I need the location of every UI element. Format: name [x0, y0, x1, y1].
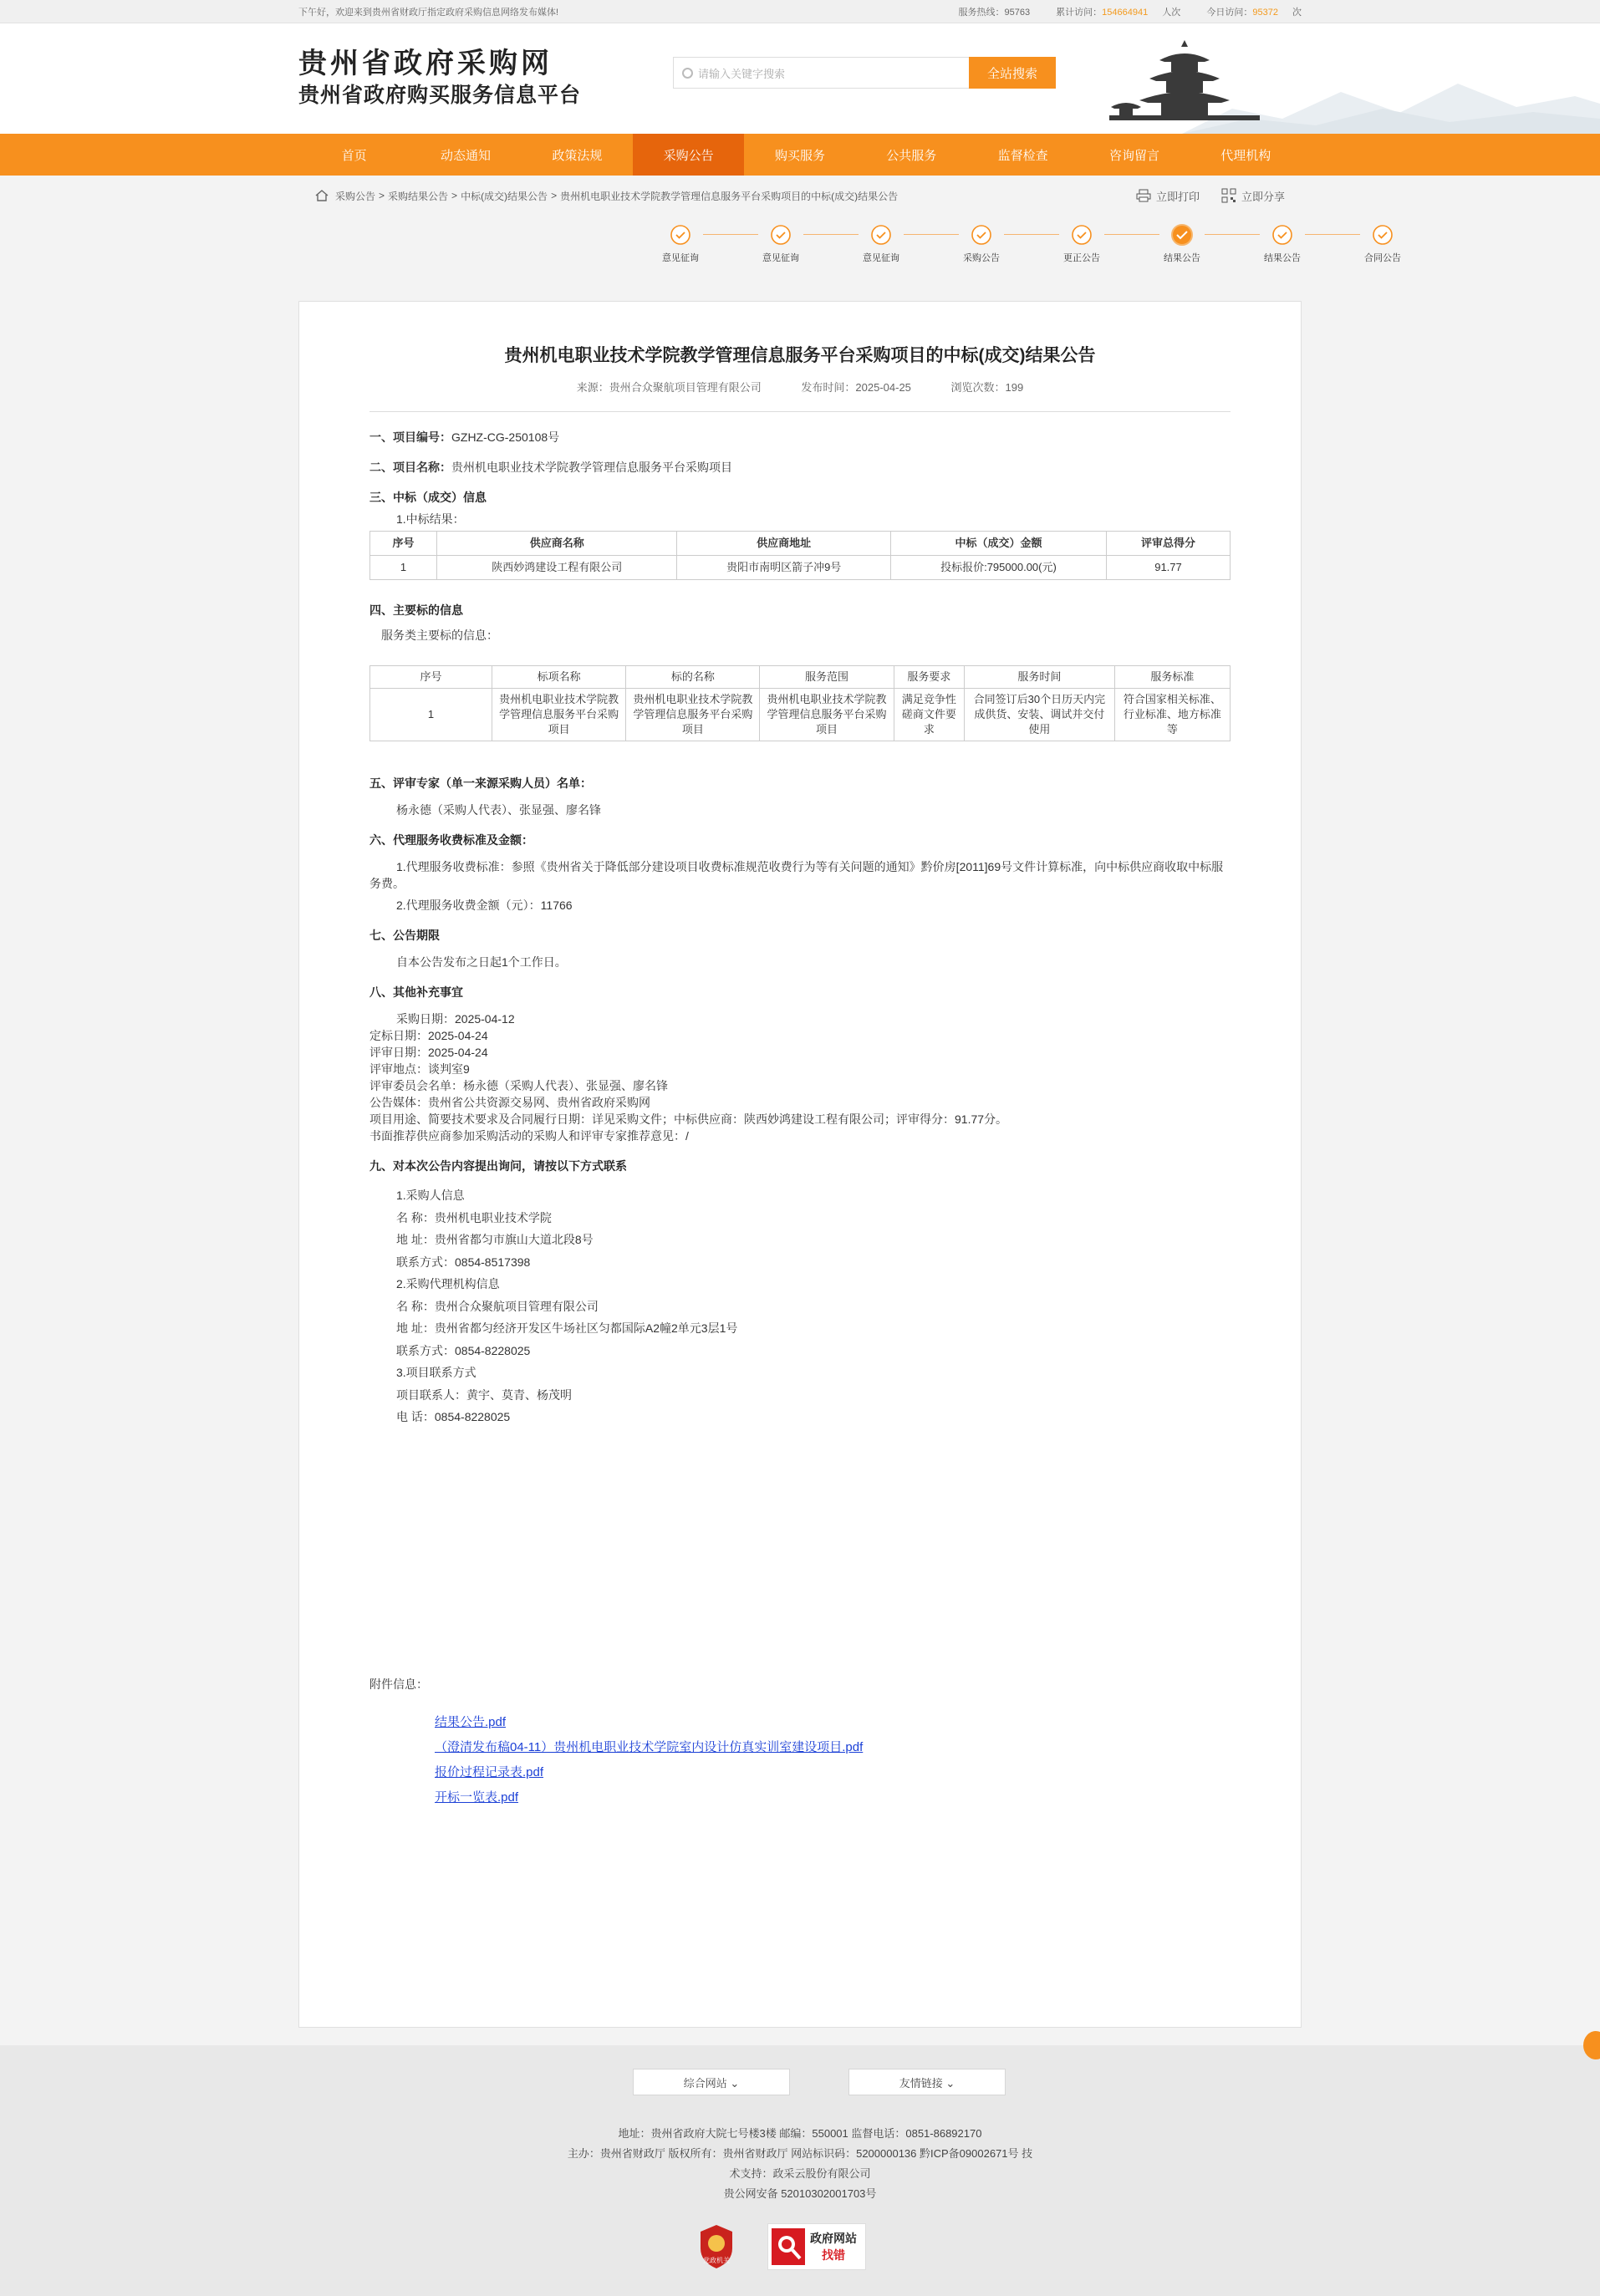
contact-line: 地 址：贵州省都匀市旗山大道北段8号	[396, 1233, 594, 1246]
article-meta	[299, 379, 1301, 395]
qr-code-icon	[1221, 188, 1236, 203]
footer-police-record: 贵公网安备 52010302001703号	[723, 2187, 877, 2200]
breadcrumb-item[interactable]: 采购结果公告	[388, 190, 449, 202]
divider	[369, 411, 1231, 412]
check-circle-icon	[1171, 224, 1193, 246]
table-header-row: 序号 标项名称 标的名称 服务范围 服务要求 服务时间 服务标准	[370, 666, 1231, 689]
items-table	[369, 665, 1231, 741]
experts-text: 杨永德（采购人代表）、张显强、廖名锋	[396, 803, 601, 817]
contact-line: 地 址：贵州省都匀经济开发区牛场社区匀都国际A2幢2单元3层1号	[396, 1321, 738, 1335]
process-step[interactable]	[731, 224, 831, 264]
attachments	[369, 1676, 1231, 1806]
contact-line: 联系方式：0854-8228025	[396, 1343, 531, 1357]
article-date: 发布时间：2025-04-25	[801, 381, 911, 394]
print-button[interactable]	[1136, 188, 1200, 204]
nav-consult[interactable]: 咨询留言	[1108, 148, 1159, 163]
attachment-link[interactable]: 报价过程记录表.pdf	[435, 1764, 544, 1779]
site-footer	[0, 2045, 1600, 2296]
contact-line: 名 称：贵州机电职业技术学院	[396, 1210, 552, 1224]
breadcrumb-item[interactable]: 采购公告	[335, 190, 376, 202]
page-tools	[1136, 188, 1285, 204]
table-header-row: 序号 供应商名称 供应商地址 中标（成交）金额 评审总得分	[370, 532, 1231, 556]
article-title: 贵州机电职业技术学院教学管理信息服务平台采购项目的中标(成交)结果公告	[504, 346, 1096, 365]
contact-line: 1.采购人信息	[396, 1189, 465, 1202]
search-input[interactable]	[673, 57, 969, 89]
step-label: 意见征询	[863, 253, 899, 263]
total-visits-unit: 人次	[1162, 8, 1181, 18]
process-step[interactable]	[630, 224, 731, 264]
step-label: 意见征询	[762, 253, 799, 263]
contact-line: 名 称：贵州合众聚航项目管理有限公司	[396, 1299, 599, 1313]
process-step[interactable]	[1332, 224, 1433, 264]
breadcrumb-bar	[298, 176, 1302, 216]
nav-procurement-notice[interactable]: 采购公告	[633, 134, 744, 176]
breadcrumb: 采购公告 > 采购结果公告 > 中标(成交)结果公告 > 贵州机电职业技术学院教学管理信息服务平台采购项目的中标(成交)结果公告	[298, 189, 898, 203]
step-label: 结果公告	[1264, 253, 1301, 263]
section-main-items: 四、主要标的信息	[369, 603, 463, 617]
section-supplement: 八、其他补充事宜	[369, 985, 463, 999]
hotline-text: 服务热线：95763	[958, 8, 1031, 18]
article-card	[298, 301, 1302, 2028]
fee-standard: 1.代理服务收费标准：参照《贵州省关于降低部分建设项目收费标准规范收费行为等有关问题的通知》黔价房[2011]69号文件计算标准，向中标供应商收取中标服务费。	[369, 860, 1224, 890]
supplement-line: 评审委员会名单：杨永德（采购人代表）、张显强、廖名锋	[369, 1079, 668, 1092]
site-logo[interactable]	[298, 46, 581, 109]
find-error-label: 找错	[822, 2248, 845, 2262]
supplement-lines	[369, 1011, 1231, 1144]
article-source: 来源：贵州合众聚航项目管理有限公司	[576, 381, 762, 394]
check-circle-icon	[971, 224, 992, 246]
footer-selects	[633, 2069, 1006, 2095]
attachment-link[interactable]: 结果公告.pdf	[435, 1714, 507, 1729]
step-label: 意见征询	[662, 253, 699, 263]
printer-icon	[1136, 189, 1151, 202]
contact-line: 项目联系人：黄宇、莫青、杨茂明	[396, 1387, 572, 1402]
project-name: 二、项目名称：贵州机电职业技术学院教学管理信息服务平台采购项目	[369, 461, 732, 474]
step-label: 更正公告	[1063, 253, 1100, 263]
section-award-info: 三、中标（成交）信息	[369, 491, 487, 504]
print-label: 立即打印	[1155, 190, 1200, 203]
check-circle-icon	[1271, 224, 1293, 246]
section-experts: 五、评审专家（单一来源采购人员）名单：	[369, 776, 592, 790]
breadcrumb-item[interactable]: 中标(成交)结果公告	[461, 190, 548, 202]
gov-site-error-badge[interactable]	[767, 2223, 866, 2270]
process-step[interactable]	[1132, 224, 1232, 264]
step-label: 结果公告	[1164, 253, 1200, 263]
supplement-line: 采购日期：2025-04-12	[396, 1012, 515, 1026]
supplement-line: 评审日期：2025-04-24	[369, 1046, 488, 1059]
share-button[interactable]	[1221, 188, 1285, 204]
contact-line: 2.采购代理机构信息	[396, 1277, 500, 1291]
article-views: 浏览次数：199	[950, 381, 1024, 394]
contact-line: 联系方式：0854-8517398	[396, 1255, 531, 1269]
supplement-line: 项目用途、简要技术要求及合同履行日期：详见采购文件；中标供应商：陕西妙鸿建设工程有限公司；评审得分：91.77分。	[369, 1112, 1008, 1126]
site-search	[673, 57, 1056, 89]
process-step[interactable]	[1232, 224, 1332, 264]
today-visits-label: 今日访问：	[1206, 8, 1253, 18]
main-items-label: 服务类主要标的信息：	[381, 629, 498, 642]
nav-home[interactable]: 首页	[341, 148, 367, 163]
gov-site-label: 政府网站	[810, 2232, 857, 2245]
home-icon[interactable]	[315, 190, 329, 201]
footer-badges	[697, 2223, 866, 2270]
top-bar	[0, 0, 1600, 23]
section-contact: 九、对本次公告内容提出询问，请按以下方式联系	[369, 1159, 627, 1173]
today-visits-unit: 次	[1292, 8, 1302, 18]
nav-policy[interactable]: 政策法规	[552, 148, 603, 163]
article-body	[369, 429, 1231, 1806]
contact-line: 3.项目联系方式	[396, 1366, 476, 1379]
supplement-line: 书面推荐供应商参加采购活动的采购人和评审专家推荐意见：/	[369, 1129, 689, 1143]
search-placeholder: 请输入关键字搜索	[698, 67, 786, 80]
award-table	[369, 531, 1231, 580]
search-button[interactable]: 全站搜索	[969, 57, 1056, 89]
contact-line: 电 话：0854-8228025	[396, 1410, 511, 1423]
total-visits-count: 154664941	[1102, 8, 1149, 18]
comprehensive-sites-select[interactable]: 综合网站 ⌄	[633, 2069, 790, 2095]
pagoda-illustration	[1101, 35, 1268, 129]
attachment-link[interactable]: （澄清发布稿04-11）贵州机电职业技术学院室内设计仿真实训室建设项目.pdf	[435, 1739, 864, 1754]
award-result-label: 1.中标结果：	[396, 512, 465, 526]
nav-supervision[interactable]: 监督检查	[997, 148, 1048, 163]
supplement-line: 定标日期：2025-04-24	[369, 1029, 488, 1042]
breadcrumb-current: 贵州机电职业技术学院教学管理信息服务平台采购项目的中标(成交)结果公告	[560, 190, 899, 202]
check-circle-icon	[1071, 224, 1093, 246]
check-circle-icon	[670, 224, 691, 246]
share-label: 立即分享	[1241, 190, 1285, 203]
check-circle-icon	[1372, 224, 1394, 246]
search-icon	[682, 68, 693, 79]
nav-purchase-service[interactable]: 购买服务	[774, 148, 825, 163]
logo-title: 贵州省政府采购网	[298, 47, 553, 80]
section-agency-fee: 六、代理服务收费标准及金额：	[369, 833, 533, 847]
site-header	[0, 23, 1600, 134]
fee-amount: 2.代理服务收费金额（元）：11766	[396, 899, 573, 912]
attachment-link[interactable]: 开标一览表.pdf	[435, 1789, 519, 1805]
table-row: 1 陕西妙鸿建设工程有限公司 贵阳市南明区箭子冲9号 投标报价:795000.00(元) 91.77	[370, 556, 1231, 580]
period-text: 自本公告发布之日起1个工作日。	[396, 955, 567, 969]
footer-address: 地址：贵州省政府大院七号楼3楼 邮编：550001 监督电话：0851-86892170	[618, 2127, 982, 2140]
party-gov-label: 党政机关	[703, 2257, 730, 2264]
nav-public-service[interactable]: 公共服务	[886, 148, 937, 163]
contact-lines	[369, 1184, 1231, 1428]
check-circle-icon	[770, 224, 792, 246]
process-step[interactable]	[931, 224, 1032, 264]
main-nav	[0, 134, 1600, 176]
supplement-line: 公告媒体：贵州省公共资源交易网、贵州省政府采购网	[369, 1096, 650, 1109]
welcome-text: 下午好，欢迎来到贵州省财政厅指定政府采购信息网络发布媒体!	[298, 8, 559, 18]
process-step[interactable]	[1032, 224, 1132, 264]
logo-subtitle: 贵州省政府购买服务信息平台	[298, 83, 582, 107]
process-step[interactable]	[831, 224, 931, 264]
section-period: 七、公告期限	[369, 929, 440, 942]
table-row: 1 贵州机电职业技术学院教学管理信息服务平台采购项目 贵州机电职业技术学院教学管理信息服务平台采购项目 贵州机电职业技术学院教学管理信息服务平台采购项目 满足竞争性磋商文件要求 合同签订后30个日历天内完成供货、安装、调试并交付使用 符合国家相关标准、行业标准、地方标准等	[370, 689, 1231, 741]
supplement-line: 评审地点：谈判室9	[369, 1062, 470, 1076]
footer-tech-support: 术支持：政采云股份有限公司	[729, 2167, 871, 2180]
magnifier-icon	[772, 2228, 805, 2265]
nav-news[interactable]: 动态通知	[440, 148, 491, 163]
total-visits-label: 累计访问：	[1056, 8, 1103, 18]
nav-agency[interactable]: 代理机构	[1220, 148, 1271, 163]
project-number: 一、项目编号：GZHZ-CG-250108号	[369, 430, 560, 444]
friendly-links-select[interactable]: 友情链接 ⌄	[848, 2069, 1006, 2095]
attachments-label: 附件信息：	[369, 1677, 428, 1691]
footer-info	[0, 2124, 1600, 2204]
party-gov-badge[interactable]	[697, 2223, 736, 2270]
step-label: 合同公告	[1364, 253, 1401, 263]
check-circle-icon	[870, 224, 892, 246]
today-visits-count: 95372	[1252, 8, 1278, 18]
step-label: 采购公告	[963, 253, 1000, 263]
visit-stats	[947, 5, 1302, 18]
footer-sponsor: 主办：贵州省财政厅 版权所有：贵州省财政厅 网站标识码：5200000136 黔ICP备09002671号 技	[567, 2147, 1033, 2160]
